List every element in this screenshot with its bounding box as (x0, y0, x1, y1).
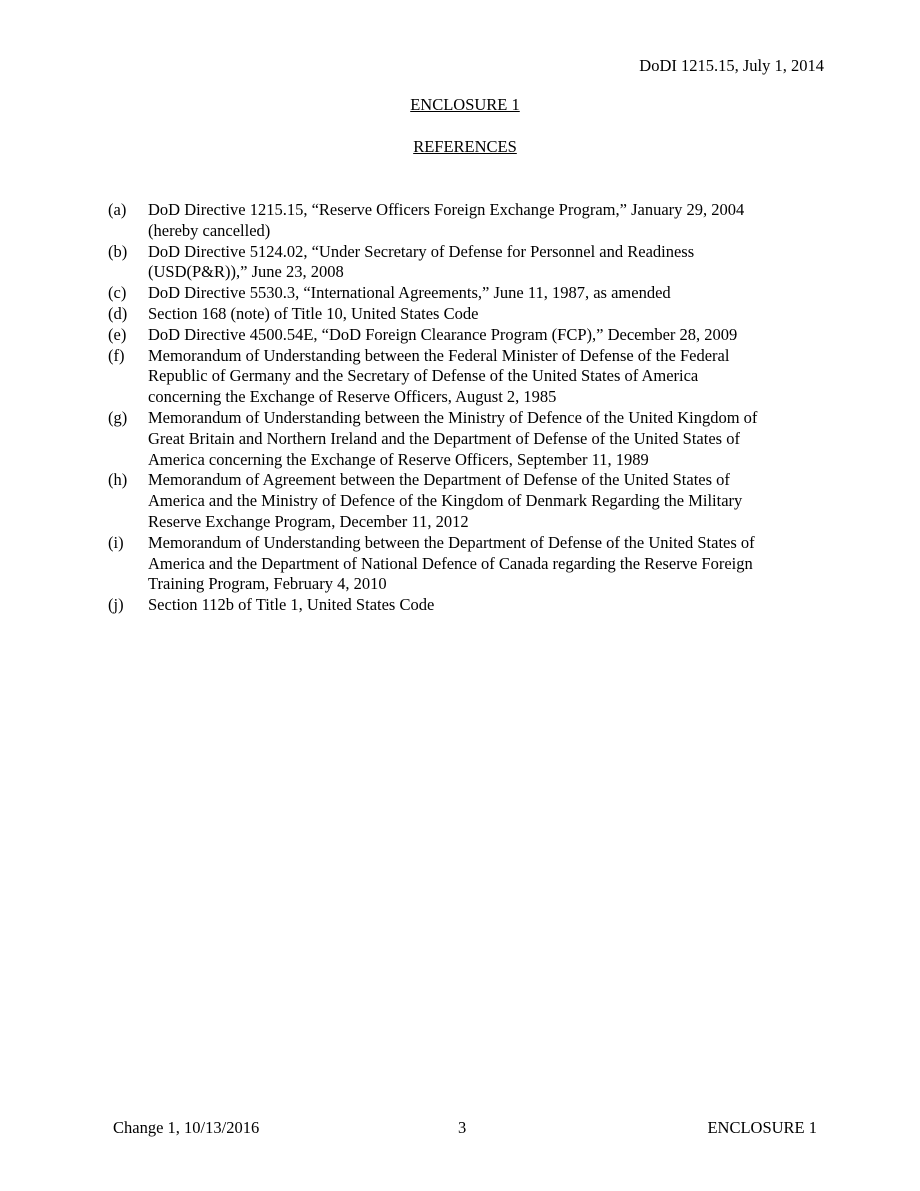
reference-text: Section 112b of Title 1, United States Code (148, 595, 435, 615)
reference-item (108, 595, 828, 616)
reference-label: (g) (108, 407, 128, 427)
reference-text: DoD Directive 1215.15, “Reserve Officers Foreign Exchange Program,” January 29, 2004 (hereby cancelled) (148, 200, 745, 240)
references-list (108, 200, 828, 616)
reference-label: (e) (108, 324, 127, 344)
reference-item (108, 408, 828, 470)
reference-label: (f) (108, 345, 125, 365)
reference-item (108, 283, 828, 304)
reference-text: Memorandum of Understanding between the Ministry of Defence of the United Kingdom of Great Britain and Northern Ireland and the Department of Defense of the United States of America concerning the Exchange of Reserve Officers, September 11, 1989 (148, 407, 758, 469)
reference-text: DoD Directive 4500.54E, “DoD Foreign Clearance Program (FCP),” December 28, 2009 (148, 324, 738, 344)
footer-page-number: 3 (458, 1118, 467, 1137)
reference-text: DoD Directive 5530.3, “International Agreements,” June 11, 1987, as amended (148, 283, 671, 303)
footer-change-date: Change 1, 10/13/2016 (113, 1118, 260, 1137)
reference-label: (h) (108, 470, 128, 490)
reference-item (108, 304, 828, 325)
reference-label: (c) (108, 283, 127, 303)
reference-text: Memorandum of Understanding between the Federal Minister of Defense of the Federal Republic of Germany and the Secretary of Defense of the United States of America concerning the Exchange of Reserve Officers, August 2, 1985 (148, 345, 730, 407)
reference-item (108, 242, 828, 284)
enclosure-title: ENCLOSURE 1 (410, 95, 520, 114)
reference-item (108, 533, 828, 595)
reference-text: DoD Directive 5124.02, “Under Secretary of Defense for Personnel and Readiness (USD(P&R)),” June 23, 2008 (148, 241, 695, 282)
reference-item (108, 346, 828, 408)
reference-label: (a) (108, 200, 127, 219)
reference-item (108, 470, 828, 532)
reference-label: (i) (108, 532, 124, 552)
reference-label: (j) (108, 595, 124, 615)
reference-item (108, 200, 828, 242)
reference-label: (d) (108, 303, 128, 323)
reference-item (108, 325, 828, 346)
document-header: DoDI 1215.15, July 1, 2014 (639, 56, 824, 75)
reference-text: Memorandum of Understanding between the Department of Defense of the United States of America and the Department of National Defence of Canada regarding the Reserve Foreign Training Program, February 4, 2010 (148, 532, 755, 594)
footer-enclosure: ENCLOSURE 1 (707, 1118, 817, 1137)
references-title: REFERENCES (413, 137, 517, 156)
reference-text: Section 168 (note) of Title 10, United States Code (148, 303, 479, 323)
reference-text: Memorandum of Agreement between the Department of Defense of the United States of America and the Ministry of Defence of the Kingdom of Denmark Regarding the Military Reserve Exchange Program, December 11, 2012 (148, 470, 743, 531)
reference-label: (b) (108, 241, 128, 261)
